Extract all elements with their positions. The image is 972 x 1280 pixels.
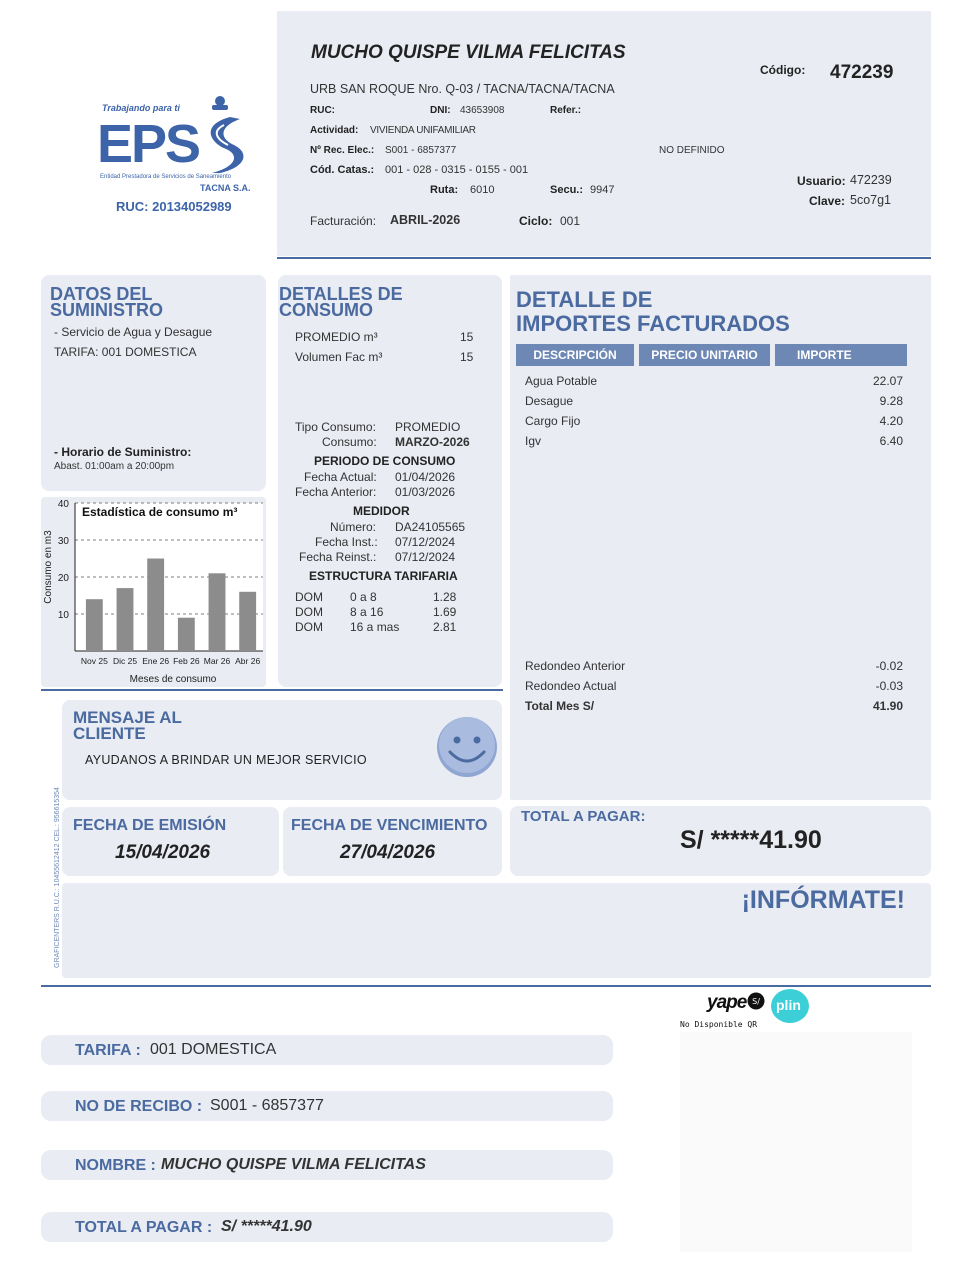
footer-total xyxy=(41,1212,613,1242)
importe-value: 6.40 xyxy=(879,434,903,448)
tarifa-rango: 16 a mas xyxy=(350,620,400,634)
importe-desc: Desague xyxy=(525,394,574,408)
redondeo-actual-label: Redondeo Actual xyxy=(525,679,617,693)
chart-y-label: Consumo en m3 xyxy=(43,530,54,604)
catas-label: Cód. Catas.: xyxy=(310,164,375,176)
consumo-title-1: DETALLES DE xyxy=(279,284,403,304)
water-drop-icon xyxy=(200,95,240,115)
importe-desc: Cargo Fijo xyxy=(525,414,581,428)
redondeo-anterior-value: -0.02 xyxy=(875,659,903,673)
footer-recibo xyxy=(41,1091,613,1121)
chart-y-tick: 30 xyxy=(57,536,69,547)
importes-title-2: IMPORTES FACTURADOS xyxy=(516,311,790,336)
plin-text: plin xyxy=(776,997,801,1013)
chart-x-label: Meses de consumo xyxy=(129,674,217,685)
emision-label: FECHA DE EMISIÓN xyxy=(73,817,227,834)
chart-y-tick: 20 xyxy=(57,573,69,584)
chart-title: Estadística de consumo m³ xyxy=(82,505,238,519)
fecha-actual-value: 01/04/2026 xyxy=(395,470,456,484)
chart-bar xyxy=(178,618,195,651)
horario-label: - Horario de Suministro: xyxy=(54,445,192,459)
logo-city: TACNA S.A. xyxy=(200,183,251,193)
footer-total-label: TOTAL A PAGAR : xyxy=(75,1219,213,1236)
total-mes-label: Total Mes S/ xyxy=(525,699,595,713)
logo-entity: Entidad Prestadora de Servicios de Saneamiento xyxy=(100,174,232,180)
tipo-consumo-label: Tipo Consumo: xyxy=(295,420,376,434)
plin-logo xyxy=(771,989,809,1023)
refer-label: Refer.: xyxy=(550,105,582,116)
tarifa-precio: 2.81 xyxy=(433,620,457,634)
chart-y-tick: 40 xyxy=(57,499,69,510)
facturacion-label: Facturación: xyxy=(310,214,377,228)
fecha-inst-label: Fecha Inst.: xyxy=(315,535,378,549)
promedio-value: 15 xyxy=(460,330,474,344)
fecha-anterior-value: 01/03/2026 xyxy=(395,485,456,499)
footer-nombre xyxy=(41,1150,613,1180)
importe-row xyxy=(525,374,903,390)
footer-recibo-label: NO DE RECIBO : xyxy=(75,1098,203,1115)
tarifa-cat: DOM xyxy=(295,620,323,634)
dni-value: 43653908 xyxy=(460,105,505,116)
vencimiento-value: 27/04/2026 xyxy=(340,842,436,863)
rec-elec-value: S001 - 6857377 xyxy=(385,145,457,156)
usuario-label: Usuario: xyxy=(797,174,846,188)
no-definido: NO DEFINIDO xyxy=(659,145,725,156)
dni-label: DNI: xyxy=(430,105,451,116)
fecha-reinst-label: Fecha Reinst.: xyxy=(299,550,377,564)
chart-x-tick: Nov 25 xyxy=(80,656,108,666)
mensaje-text: AYUDANOS A BRINDAR UN MEJOR SERVICIO xyxy=(85,753,367,767)
mensaje-title-2: CLIENTE xyxy=(73,724,146,743)
chart-bar xyxy=(147,559,164,652)
tarifa-precio: 1.28 xyxy=(433,590,457,604)
volumen-label: Volumen Fac m³ xyxy=(295,350,383,364)
catas-value: 001 - 028 - 0315 - 0155 - 001 xyxy=(385,164,529,176)
footer-tarifa-value: 001 DOMESTICA xyxy=(150,1041,277,1058)
chart-x-tick: Mar 26 xyxy=(203,656,231,666)
chart-bar xyxy=(86,599,103,651)
side-printer-text: GRAFICENTERS R.U.C.: 10455612412 CEL.: 956615354 xyxy=(54,787,61,968)
col-descripcion: DESCRIPCIÓN xyxy=(516,344,634,366)
importe-desc: Igv xyxy=(525,434,542,448)
logo-mark: EPS xyxy=(97,114,200,174)
chart-x-tick: Dic 25 xyxy=(112,656,138,666)
qr-note: No Disponible QR xyxy=(680,1020,758,1029)
footer-recibo-value: S001 - 6857377 xyxy=(210,1097,324,1114)
total-mes-row xyxy=(525,699,903,715)
customer-name: MUCHO QUISPE VILMA FELICITAS xyxy=(311,42,626,63)
importes-title-1: DETALLE DE xyxy=(516,287,653,312)
clave-value: 5co7g1 xyxy=(850,193,892,207)
chart-y-tick: 10 xyxy=(57,610,69,621)
importe-value: 22.07 xyxy=(872,374,903,388)
tarifa-cat: DOM xyxy=(295,590,323,604)
redondeo-actual-value: -0.03 xyxy=(875,679,903,693)
river-swoosh-icon xyxy=(190,115,252,175)
codigo-label: Código: xyxy=(760,63,806,77)
ciclo-label: Ciclo: xyxy=(519,214,553,228)
medidor-title: MEDIDOR xyxy=(353,504,410,518)
usuario-value: 472239 xyxy=(850,173,892,187)
consumption-chart xyxy=(41,497,266,687)
importe-row xyxy=(525,414,903,430)
actividad-value: VIVIENDA UNIFAMILIAR xyxy=(370,125,476,136)
importe-desc: Agua Potable xyxy=(525,374,598,388)
header-underline xyxy=(277,257,931,259)
smiley-icon xyxy=(436,716,498,778)
chart-bar xyxy=(117,588,134,651)
chart-x-tick: Feb 26 xyxy=(173,656,200,666)
yape-badge-icon xyxy=(747,992,765,1010)
ruta-label: Ruta: xyxy=(430,184,459,196)
footer-nombre-label: NOMBRE : xyxy=(75,1157,156,1174)
tarifa-rango: 8 a 16 xyxy=(350,605,384,619)
actividad-label: Actividad: xyxy=(310,125,359,136)
col-precio-unitario: PRECIO UNITARIO xyxy=(639,344,770,366)
horario-value: Abast. 01:00am a 20:00pm xyxy=(54,461,175,472)
consumo-title-2: CONSUMO xyxy=(279,300,373,320)
volumen-value: 15 xyxy=(460,350,474,364)
redondeo-anterior-row xyxy=(525,659,903,675)
logo-ruc: RUC: 20134052989 xyxy=(116,199,232,214)
chart-x-tick: Ene 26 xyxy=(142,656,170,666)
redondeo-anterior-label: Redondeo Anterior xyxy=(525,659,626,673)
facturacion-value: ABRIL-2026 xyxy=(390,213,461,227)
emision-value: 15/04/2026 xyxy=(115,842,211,863)
total-amount: S/ *****41.90 xyxy=(680,826,822,854)
qr-area xyxy=(680,1032,912,1252)
ciclo-value: 001 xyxy=(560,214,581,228)
secu-value: 9947 xyxy=(590,184,615,196)
consumo-label: Consumo: xyxy=(322,435,377,449)
codigo-value: 472239 xyxy=(830,62,894,83)
logo-tagline: Trabajando para ti xyxy=(102,103,180,113)
mensaje-title-1: MENSAJE AL xyxy=(73,708,182,727)
section-divider xyxy=(41,689,503,691)
vencimiento-label: FECHA DE VENCIMIENTO xyxy=(291,817,488,834)
secu-label: Secu.: xyxy=(550,184,584,196)
clave-label: Clave: xyxy=(809,194,846,208)
chart-x-tick: Abr 26 xyxy=(235,656,261,666)
periodo-title: PERIODO DE CONSUMO xyxy=(314,454,456,468)
col-importe: IMPORTE xyxy=(775,344,907,366)
fecha-inst-value: 07/12/2024 xyxy=(395,535,456,549)
redondeo-actual-row xyxy=(525,679,903,695)
company-logo xyxy=(92,95,267,220)
fecha-reinst-value: 07/12/2024 xyxy=(395,550,456,564)
estructura-title: ESTRUCTURA TARIFARIA xyxy=(309,569,458,583)
fecha-actual-label: Fecha Actual: xyxy=(304,470,377,484)
numero-value: DA24105565 xyxy=(395,520,466,534)
tarifa-precio: 1.69 xyxy=(433,605,457,619)
footer-divider xyxy=(41,985,931,987)
importe-value: 9.28 xyxy=(879,394,903,408)
service-text: - Servicio de Agua y Desague xyxy=(54,325,213,339)
informate-title: ¡INFÓRMATE! xyxy=(741,886,905,914)
total-label: TOTAL A PAGAR: xyxy=(521,808,646,825)
chart-plot-area xyxy=(75,503,263,651)
yape-logo xyxy=(705,992,765,1018)
footer-tarifa xyxy=(41,1035,613,1065)
svg-text:S/: S/ xyxy=(752,997,760,1006)
consumo-value: MARZO-2026 xyxy=(395,435,470,449)
footer-tarifa-label: TARIFA : xyxy=(75,1042,141,1059)
fecha-anterior-label: Fecha Anterior: xyxy=(295,485,377,499)
importe-row xyxy=(525,394,903,410)
ruta-value: 6010 xyxy=(470,184,495,196)
yape-text: yape xyxy=(707,992,747,1013)
suministro-title-2: SUMINISTRO xyxy=(50,300,164,320)
footer-nombre-value: MUCHO QUISPE VILMA FELICITAS xyxy=(161,1156,426,1173)
importe-row xyxy=(525,434,903,450)
promedio-label: PROMEDIO m³ xyxy=(295,330,378,344)
numero-label: Número: xyxy=(330,520,377,534)
chart-bar xyxy=(209,573,226,651)
ruc-label: RUC: xyxy=(310,105,335,116)
customer-address: URB SAN ROQUE Nro. Q-03 / TACNA/TACNA/TACNA xyxy=(310,82,615,96)
tipo-consumo-value: PROMEDIO xyxy=(395,420,461,434)
tarifa-rango: 0 a 8 xyxy=(350,590,377,604)
total-mes-value: 41.90 xyxy=(872,699,903,713)
rec-elec-label: Nº Rec. Elec.: xyxy=(310,145,375,156)
suministro-title-1: DATOS DEL xyxy=(50,284,153,304)
chart-bar xyxy=(239,592,256,651)
tarifa-text: TARIFA: 001 DOMESTICA xyxy=(54,345,197,359)
footer-total-value: S/ *****41.90 xyxy=(221,1218,312,1235)
importe-value: 4.20 xyxy=(879,414,903,428)
tarifa-cat: DOM xyxy=(295,605,323,619)
